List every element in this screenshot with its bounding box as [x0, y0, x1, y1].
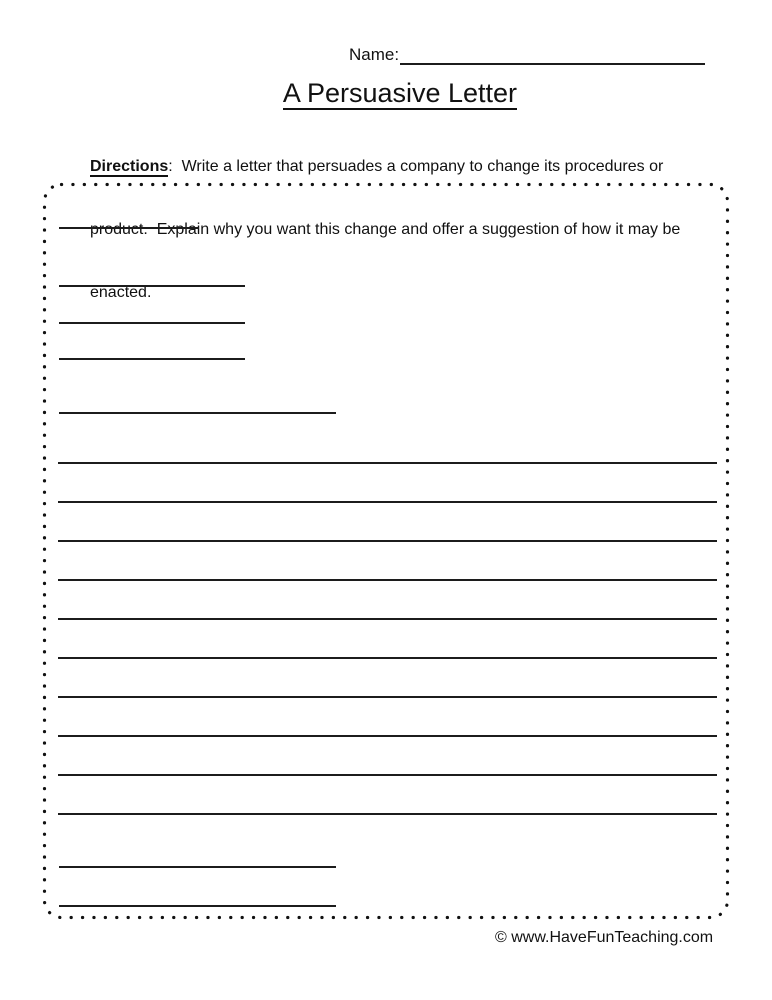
address-blank-line-2 [59, 322, 245, 324]
name-label: Name: [349, 45, 400, 64]
body-blank-line-9 [58, 774, 717, 776]
directions-line-1 [90, 156, 702, 177]
letter-box-dotted-border [42, 182, 730, 920]
body-blank-line-6 [58, 657, 717, 659]
body-blank-line-10 [58, 813, 717, 815]
body-blank-line-7 [58, 696, 717, 698]
directions-label: Directions [90, 158, 169, 175]
body-blank-line-8 [58, 735, 717, 737]
page-title: A Persuasive Letter [282, 78, 518, 108]
title-row [28, 79, 772, 110]
directions-line-1-text: : Write a letter that persuades a company to change its procedures or [168, 158, 664, 175]
body-blank-line-1 [58, 462, 717, 464]
footer-credit: © www.HaveFunTeaching.com [495, 929, 714, 946]
address-blank-line-1 [59, 285, 245, 287]
body-blank-line-5 [58, 618, 717, 620]
directions-line-2: product. Explain why you want this change and offer a suggestion of how it may be [90, 221, 681, 238]
directions-line-3: enacted. [90, 284, 152, 301]
body-blank-line-4 [58, 579, 717, 581]
name-blank-line [400, 45, 705, 65]
address-blank-line-3 [59, 358, 245, 360]
body-blank-line-2 [58, 501, 717, 503]
signature-blank-line [59, 905, 336, 907]
date-blank-line [59, 227, 199, 229]
greeting-blank-line [59, 412, 336, 414]
body-blank-line-3 [58, 540, 717, 542]
closing-blank-line [59, 866, 336, 868]
